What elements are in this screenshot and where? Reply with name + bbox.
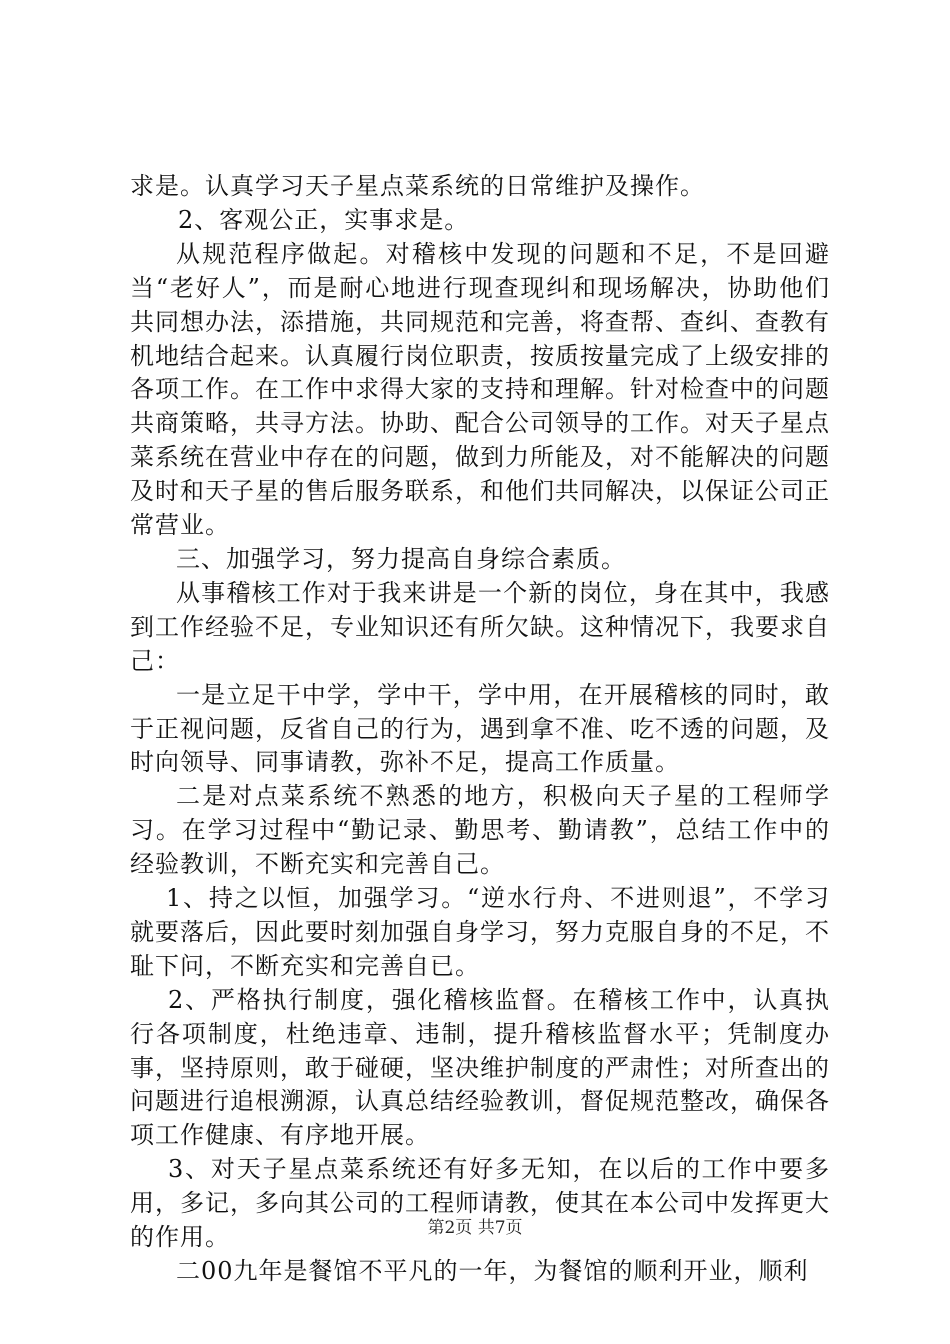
document-body [130,170,830,1289]
paragraph: 从规范程序做起。对稽核中发现的问题和不足，不是回避当“老好人”，而是耐心地进行现查现纠和现场解决，协助他们共同想办法，添措施，共同规范和完善，将查帮、查纠、查教有机地结合起来。认真履行岗位职责，按质按量完成了上级安排的各项工作。在工作中求得大家的支持和理解。针对检查中的问题共商策略，共寻方法。协助、配合公司领导的工作。对天子星点菜系统在营业中存在的问题，做到力所能及，对不能解决的问题及时和天子星的售后服务联系，和他们共同解决，以保证公司正常营业。 [130,239,830,540]
paragraph: 从事稽核工作对于我来讲是一个新的岗位，身在其中，我感到工作经验不足，专业知识还有所欠缺。这种情况下，我要求自己： [130,578,830,675]
paragraph: 1、持之以恒，加强学习。“逆水行舟、不进则退”，不学习就要落后，因此要时刻加强自身学习，努力克服自身的不足，不耻下问，不断充实和完善自已。 [130,884,830,980]
paragraph: 三、加强学习，努力提高自身综合素质。 [176,544,626,573]
paragraph: 二00九年是餐馆不平凡的一年，为餐馆的顺利开业，顺利 [176,1257,809,1285]
paragraph: 求是。认真学习天子星点菜系统的日常维护及操作。 [130,172,705,200]
paragraph: 一是立足干中学，学中干，学中用，在开展稽核的同时，敢于正视问题，反省自己的行为，遇到拿不准、吃不透的问题，及时向领导、同事请教，弥补不足，提高工作质量。 [130,680,830,777]
paragraph: 二是对点菜系统不熟悉的地方，积极向天子星的工程师学习。在学习过程中“勤记录、勤思考、勤请教”，总结工作中的经验教训，不断充实和完善自己。 [130,782,830,879]
paragraph: 2、客观公正，实事求是。 [178,205,470,234]
paragraph: 2、严格执行制度，强化稽核监督。在稽核工作中，认真执行各项制度，杜绝违章、违制，提升稽核监督水平；凭制度办事，坚持原则，敢于碰硬，坚决维护制度的严肃性；对所查出的问题进行追根溯源，认真总结经验教训，督促规范整改，确保各项工作健康、有序地开展。 [130,985,830,1150]
paragraph: 3、对天子星点菜系统还有好多无知，在以后的工作中要多用，多记，多向其公司的工程师请教，使其在本公司中发挥更大的作用。 [130,1155,830,1252]
page-number: 第2页 共7页 [427,1218,523,1238]
page-footer [0,1218,950,1238]
